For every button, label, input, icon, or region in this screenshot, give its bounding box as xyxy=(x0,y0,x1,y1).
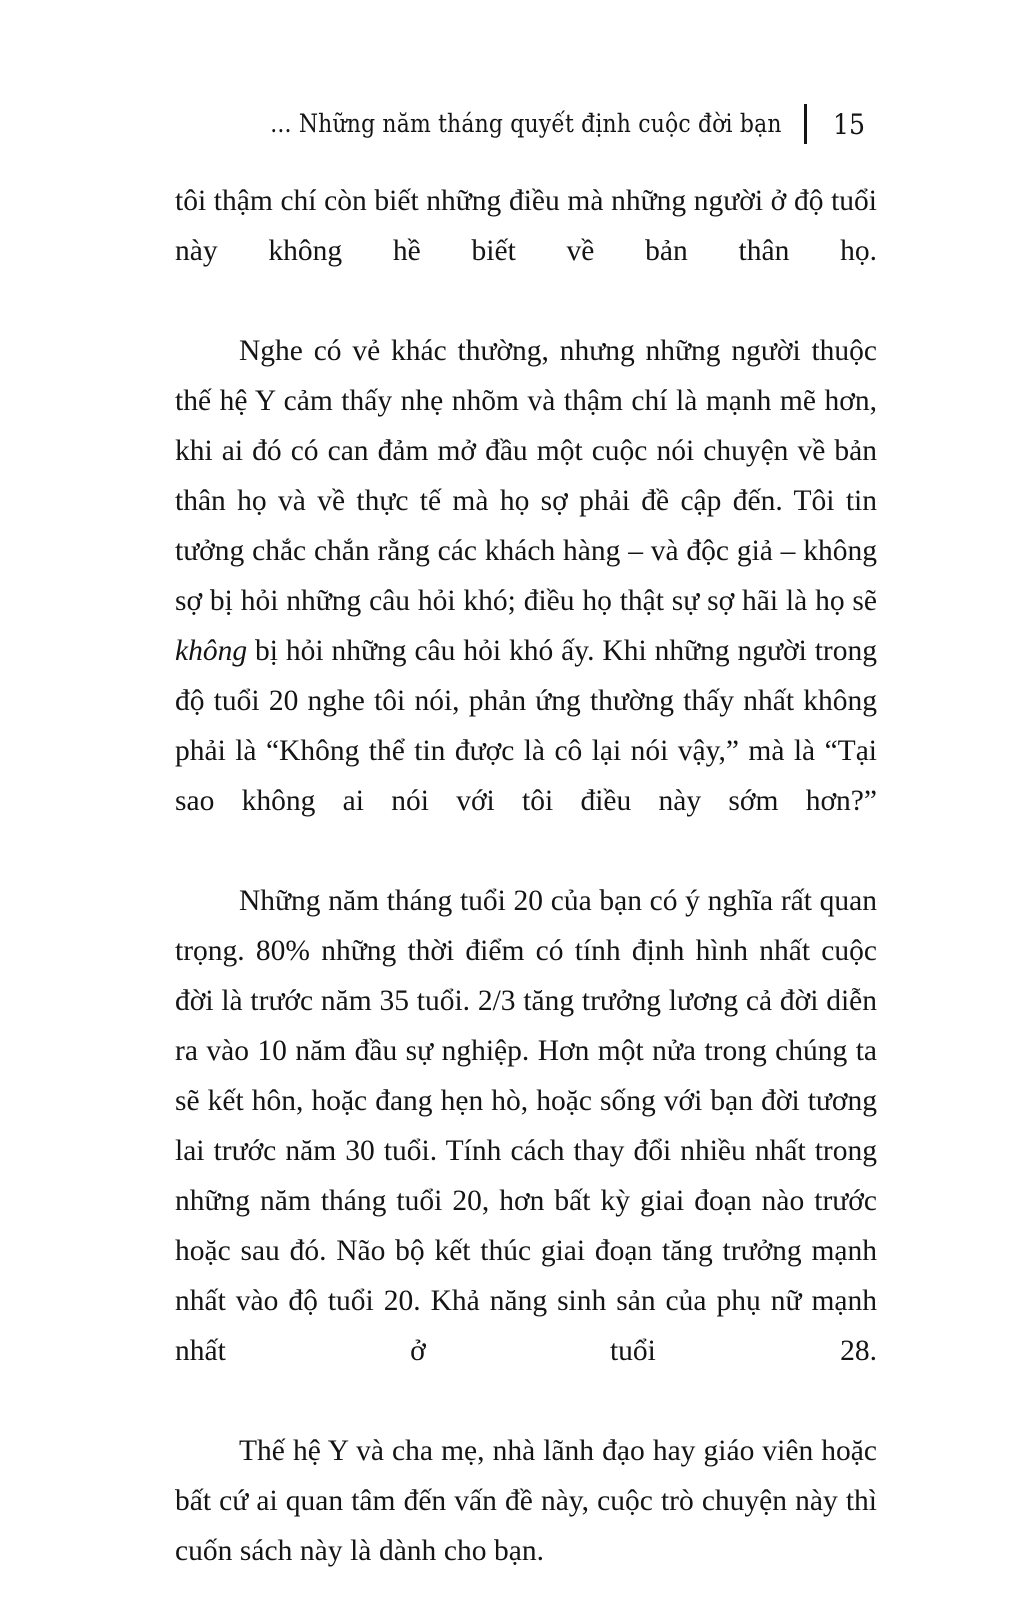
text-run: Thế hệ Y và cha mẹ, nhà lãnh đạo hay giáo viên hoặc bất cứ ai quan tâm đến vấn đề này, cuộc trò chuyện này thì cuốn sách này là dành cho bạn. xyxy=(175,1435,877,1567)
para-continuation xyxy=(175,176,877,326)
text-run: Nghe có vẻ khác thường, nhưng những người thuộc thế hệ Y cảm thấy nhẹ nhõm và thậm chí là mạnh mẽ hơn, khi ai đó có can đảm mở đầu một cuộc nói chuyện về bản thân họ và về thực tế mà họ sợ phải đề cập đến. Tôi tin tưởng chắc chắn rằng các khách hàng – và độc giả – không sợ bị hỏi những câu hỏi khó; điều họ thật sự sợ hãi là họ sẽ xyxy=(175,335,877,617)
page-number: 15 xyxy=(833,107,866,141)
running-head xyxy=(175,100,875,148)
running-head-title: ... Những năm tháng quyết định cuộc đời bạn xyxy=(270,109,782,139)
vertical-rule-divider xyxy=(804,104,807,144)
para-audience xyxy=(175,1426,877,1576)
emphasized-text: không xyxy=(175,635,248,667)
para-statistics xyxy=(175,876,877,1426)
text-run: bị hỏi những câu hỏi khó ấy. Khi những người trong độ tuổi 20 nghe tôi nói, phản ứng thường thấy nhất không phải là “Không thể tin được là cô lại nói vậy,” mà là “Tại sao không ai nói với tôi điều này sớm hơn?” xyxy=(175,635,877,817)
para-gen-y-relief xyxy=(175,326,877,876)
text-run: tôi thậm chí còn biết những điều mà những người ở độ tuổi này không hề biết về bản thân họ. xyxy=(175,185,877,267)
body-text-block xyxy=(175,176,877,1576)
text-run: Những năm tháng tuổi 20 của bạn có ý nghĩa rất quan trọng. 80% những thời điểm có tính định hình nhất cuộc đời là trước năm 35 tuổi. 2/3 tăng trưởng lương cả đời diễn ra vào 10 năm đầu sự nghiệp. Hơn một nửa trong chúng ta sẽ kết hôn, hoặc đang hẹn hò, hoặc sống với bạn đời tương lai trước năm 30 tuổi. Tính cách thay đổi nhiều nhất trong những năm tháng tuổi 20, hơn bất kỳ giai đoạn nào trước hoặc sau đó. Não bộ kết thúc giai đoạn tăng trưởng mạnh nhất vào độ tuổi 20. Khả năng sinh sản của phụ nữ mạnh nhất ở tuổi 28. xyxy=(175,885,877,1367)
